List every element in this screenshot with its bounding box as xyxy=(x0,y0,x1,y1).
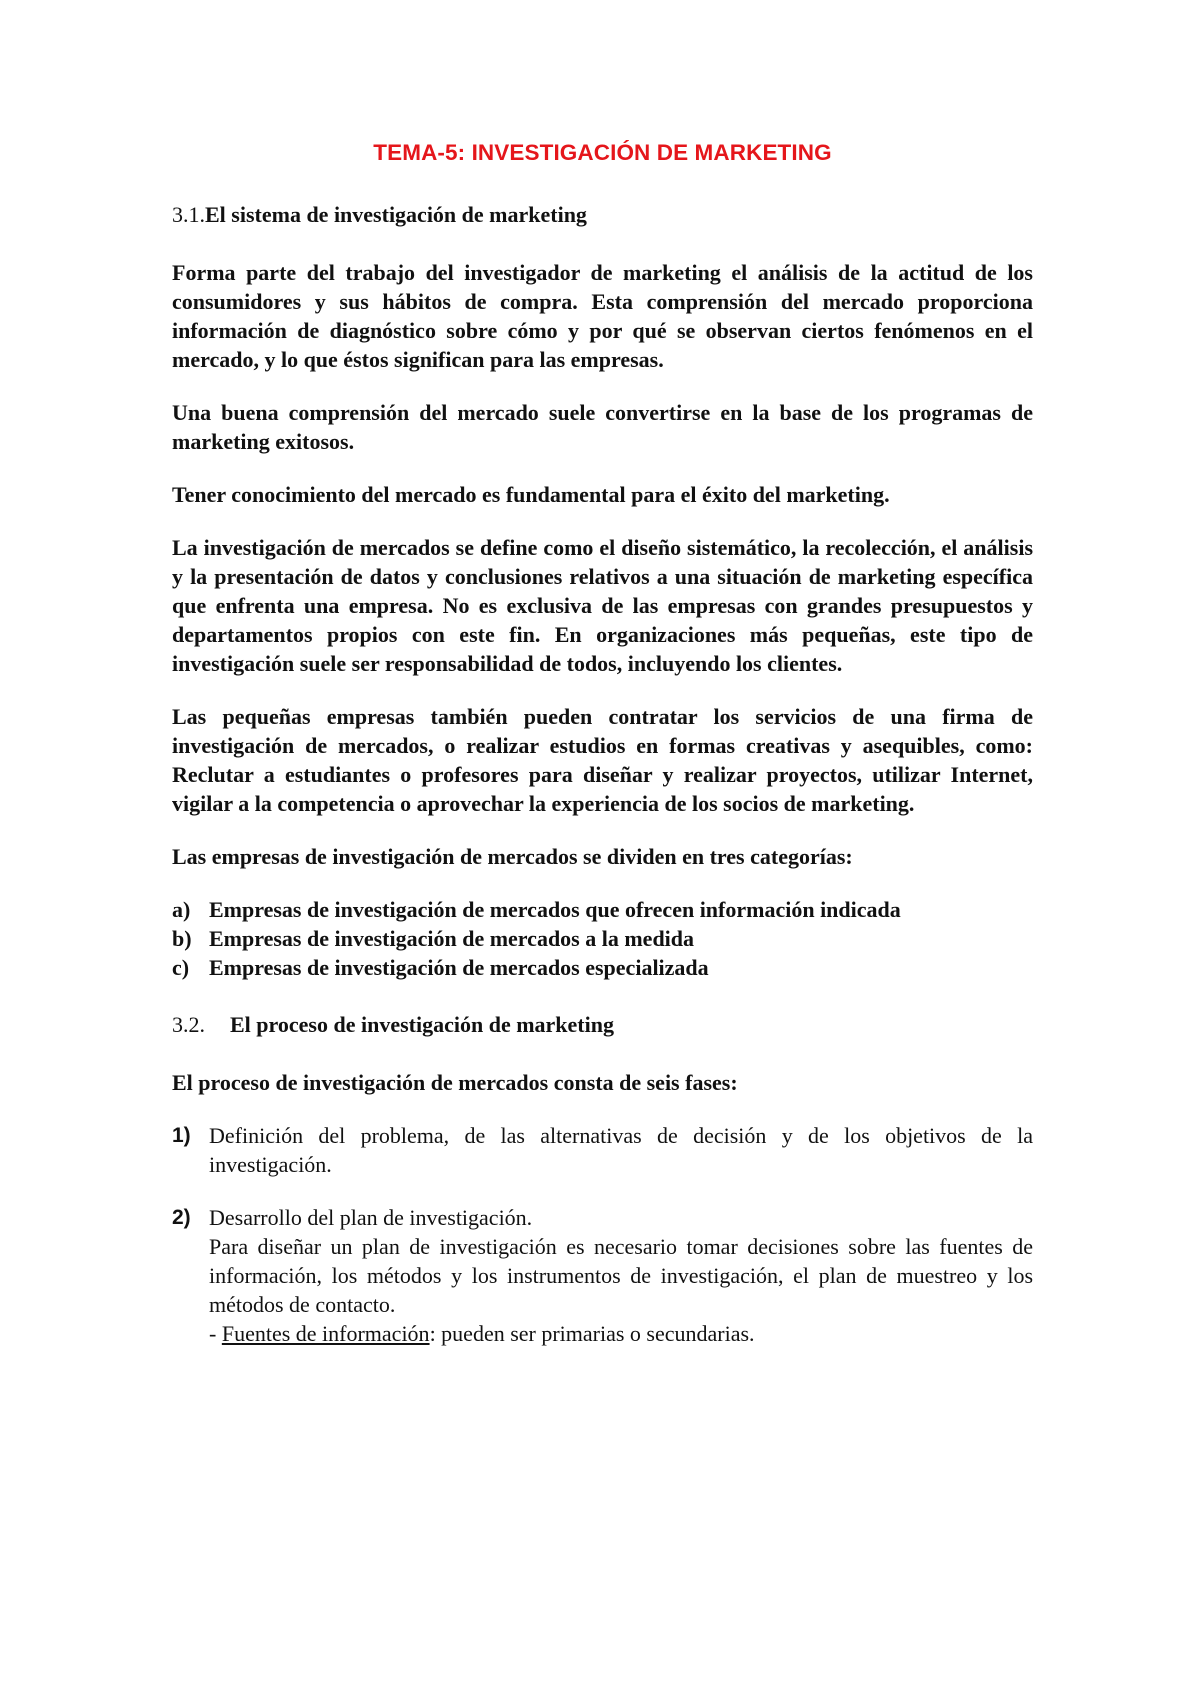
list-marker: 1) xyxy=(172,1124,191,1147)
paragraph: Las pequeñas empresas también pueden contratar los servicios de una firma de investigación de mercados, o realizar estudios en formas creativas y asequibles, como: Reclutar a estudiantes o profesores para diseñar y realizar proyectos, utilizar Internet, vigilar a la competencia o aprovechar la experiencia de los socios de marketing. xyxy=(172,704,1033,816)
phases-intro: El proceso de investigación de mercados consta de seis fases: xyxy=(172,1070,738,1095)
section-title: El proceso de investigación de marketing xyxy=(230,1012,614,1037)
list-item xyxy=(172,1121,1033,1179)
section-title: El sistema de investigación de marketing xyxy=(205,202,587,227)
list-item-text: Empresas de investigación de mercados que ofrecen información indicada xyxy=(209,897,901,922)
paragraph: Forma parte del trabajo del investigador de marketing el análisis de la actitud de los consumidores y sus hábitos de compra. Esta comprensión del mercado proporciona información de diagnóstico sobre cómo y por qué se observan ciertos fenómenos en el mercado, y lo que éstos significan para las empresas. xyxy=(172,260,1033,372)
sources-line xyxy=(209,1319,1033,1348)
bullet-prefix: - xyxy=(209,1321,222,1346)
paragraph: Una buena comprensión del mercado suele convertirse en la base de los programas de marketing exitosos. xyxy=(172,400,1033,454)
paragraph: Tener conocimiento del mercado es fundamental para el éxito del marketing. xyxy=(172,482,890,507)
list-item-text: Desarrollo del plan de investigación. xyxy=(209,1205,533,1230)
list-item-body xyxy=(209,1203,1033,1348)
phase-detail: Para diseñar un plan de investigación es necesario tomar decisiones sobre las fuentes de información, los métodos y los instrumentos de investigación, el plan de muestreo y los métodos de contacto. xyxy=(209,1234,1033,1317)
paragraph: La investigación de mercados se define como el diseño sistemático, la recolección, el análisis y la presentación de datos y conclusiones relativos a una situación de marketing específica que enfrenta una empresa. No es exclusiva de las empresas con grandes presupuestos y departamentos propios con este fin. En organizaciones más pequeñas, este tipo de investigación suele ser responsabilidad de todos, incluyendo los clientes. xyxy=(172,535,1033,676)
list-item xyxy=(172,1203,1033,1348)
list-marker: 2) xyxy=(172,1206,191,1229)
document-title: TEMA-5: INVESTIGACIÓN DE MARKETING xyxy=(373,140,832,165)
section-number: 3.2. xyxy=(172,1012,205,1037)
list-marker: b) xyxy=(172,926,192,951)
section-heading-3-2 xyxy=(172,1010,1033,1039)
list-item xyxy=(172,953,1033,982)
sources-label: Fuentes de información xyxy=(221,1321,430,1346)
section-number: 3.1. xyxy=(172,202,205,227)
sources-text: : pueden ser primarias o secundarias. xyxy=(429,1321,755,1346)
list-item-text: Empresas de investigación de mercados a la medida xyxy=(209,926,695,951)
list-item-text: Definición del problema, de las alternativas de decisión y de los objetivos de la investigación. xyxy=(209,1123,1033,1177)
list-item xyxy=(172,924,1033,953)
list-marker: a) xyxy=(172,897,191,922)
category-list xyxy=(172,895,1033,982)
phase-list xyxy=(172,1121,1033,1348)
list-marker: c) xyxy=(172,955,190,980)
list-item xyxy=(172,895,1033,924)
paragraph: Las empresas de investigación de mercados se dividen en tres categorías: xyxy=(172,844,853,869)
section-heading-3-1 xyxy=(172,200,1033,229)
list-item-text: Empresas de investigación de mercados especializada xyxy=(209,955,709,980)
